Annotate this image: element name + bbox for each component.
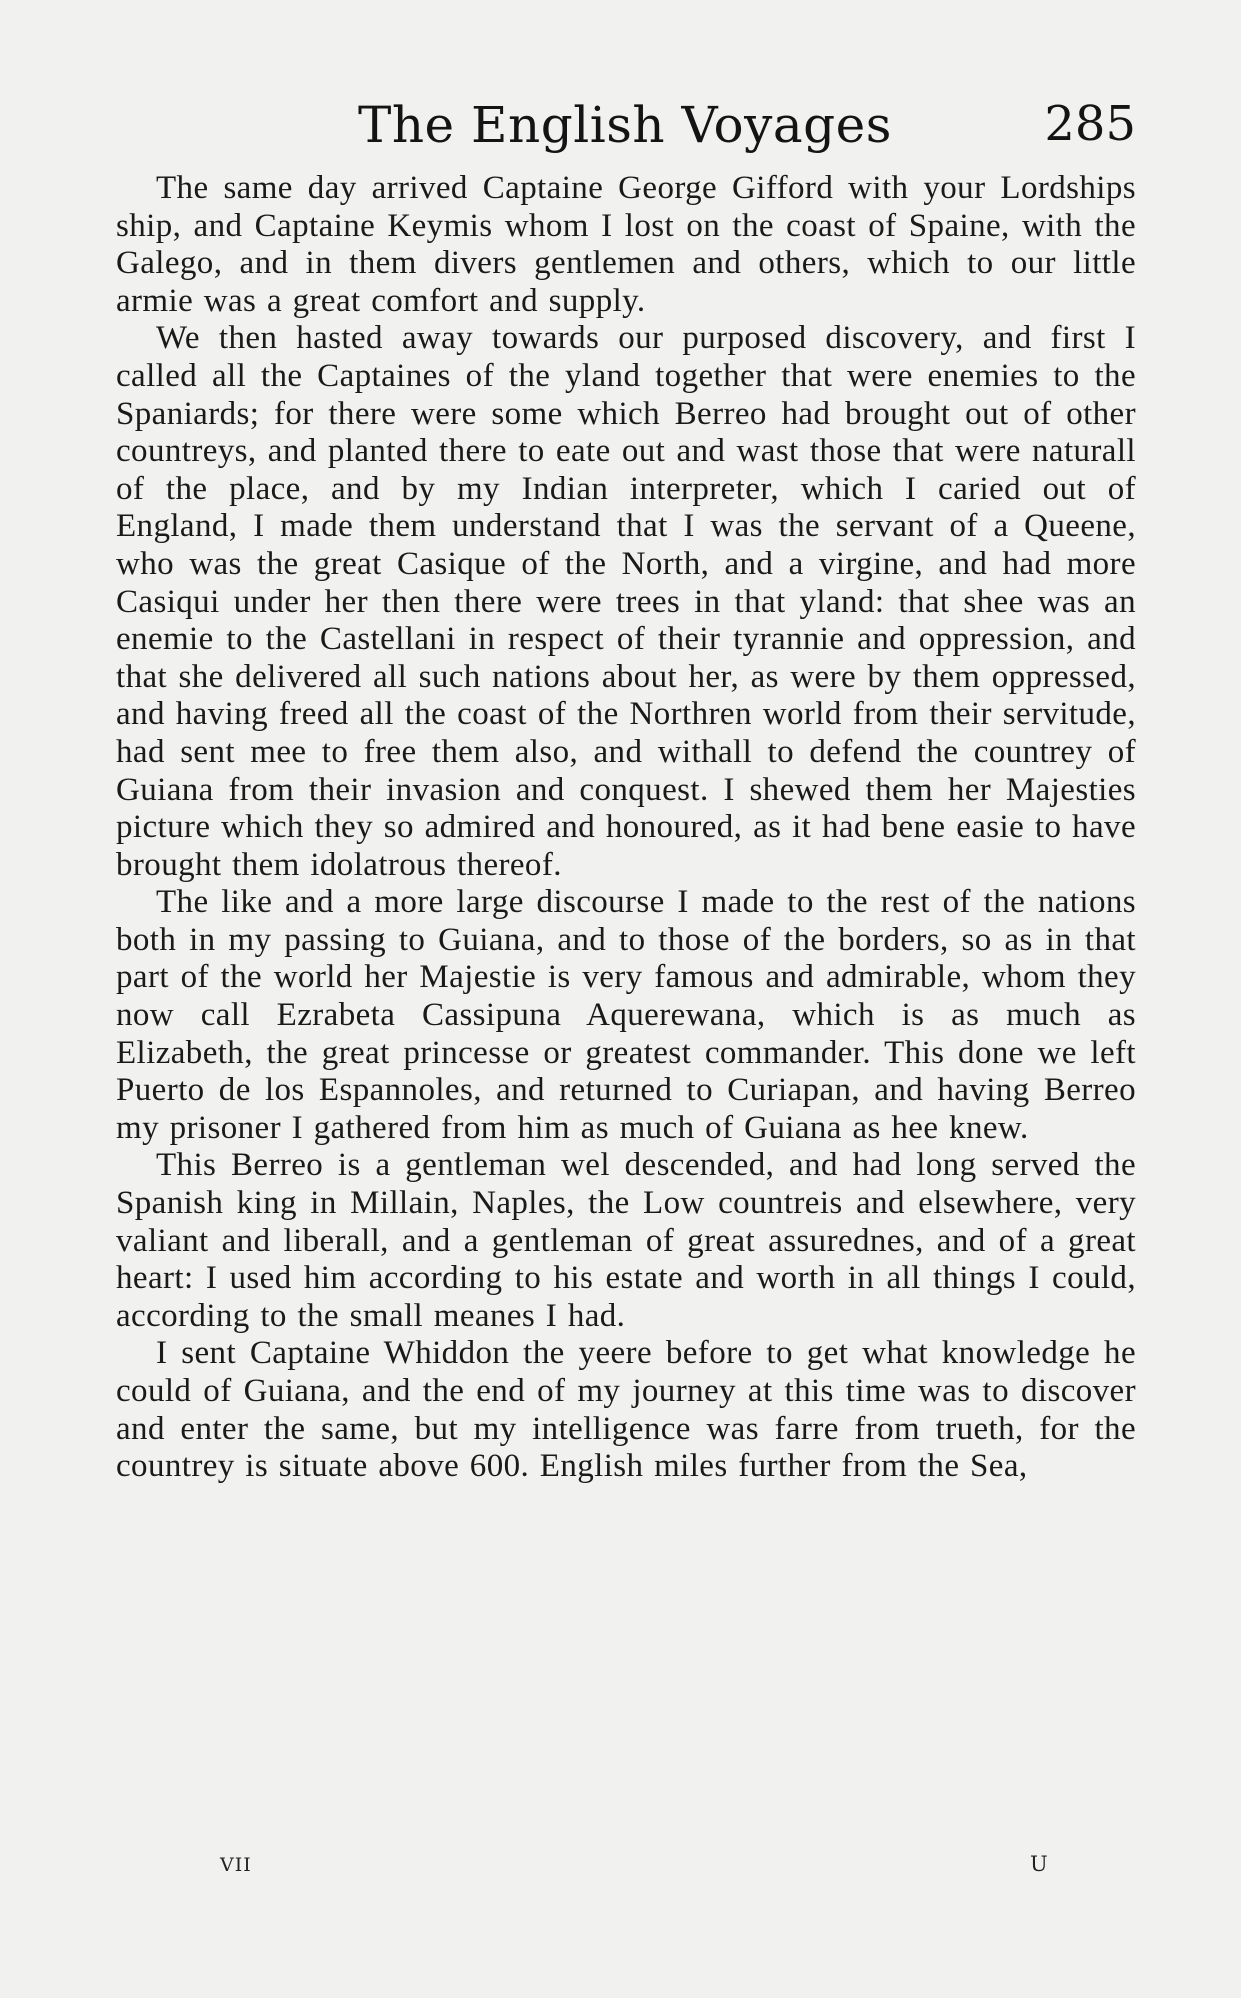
paragraph: The same day arrived Captaine George Gifford with your Lordships ship, and Captaine Keymis whom I lost on the coast of Spaine, with the Galego, and in them divers gentlemen and others, which to our little armie was a great comfort and supply. xyxy=(116,170,1136,319)
gathering-mark: U xyxy=(1030,1852,1048,1876)
paragraph: We then hasted away towards our purposed discovery, and first I called all the Captaines of the yland together that were enemies to the Spaniards; for there were some which Berreo had brought out of other countreys, and planted there to eate out and wast those that were naturall of the place, and by my Indian interpreter, which I caried out of England, I made them understand that I was the servant of a Queene, who was the great Casique of the North, and a virgine, and had more Casiqui under her then there were trees in that yland: that shee was an enemie to the Castellani in respect of their tyrannie and oppression, and that she delivered all such nations about her, as were by them oppressed, and having freed all the coast of the Northren world from their servitude, had sent mee to free them also, and withall to defend the countrey of Guiana from their invasion and conquest. I shewed them her Majesties picture which they so admired and honoured, as it had bene easie to have brought them idolatrous thereof. xyxy=(116,320,1136,883)
paragraph: The like and a more large discourse I made to the rest of the nations both in my passing to Guiana, and to those of the borders, so as in that part of the world her Majestie is very famous and admirable, whom they now call Ezrabeta Cassipuna Aquerewana, which is as much as Elizabeth, the great princesse or greatest commander. This done we left Puerto de los Espannoles, and returned to Curiapan, and having Berreo my prisoner I gathered from him as much of Guiana as hee knew. xyxy=(116,884,1136,1146)
page-number: 285 xyxy=(1044,96,1136,152)
running-title: The English Voyages xyxy=(358,96,892,154)
page-header xyxy=(116,96,1136,166)
signature-mark: VII xyxy=(220,1854,252,1876)
body-text xyxy=(116,170,1136,1486)
paragraph: I sent Captaine Whiddon the yeere before to get what knowledge he could of Guiana, and the end of my journey at this time was to discover and enter the same, but my intelligence was farre from trueth, for the countrey is situate above 600. English miles further from the Sea, xyxy=(116,1335,1136,1485)
paragraph: This Berreo is a gentleman wel descended, and had long served the Spanish king in Millain, Naples, the Low countreis and elsewhere, very valiant and liberall, and a gentleman of great assurednes, and of a great heart: I used him according to his estate and worth in all things I could, according to the small meanes I had. xyxy=(116,1147,1136,1334)
